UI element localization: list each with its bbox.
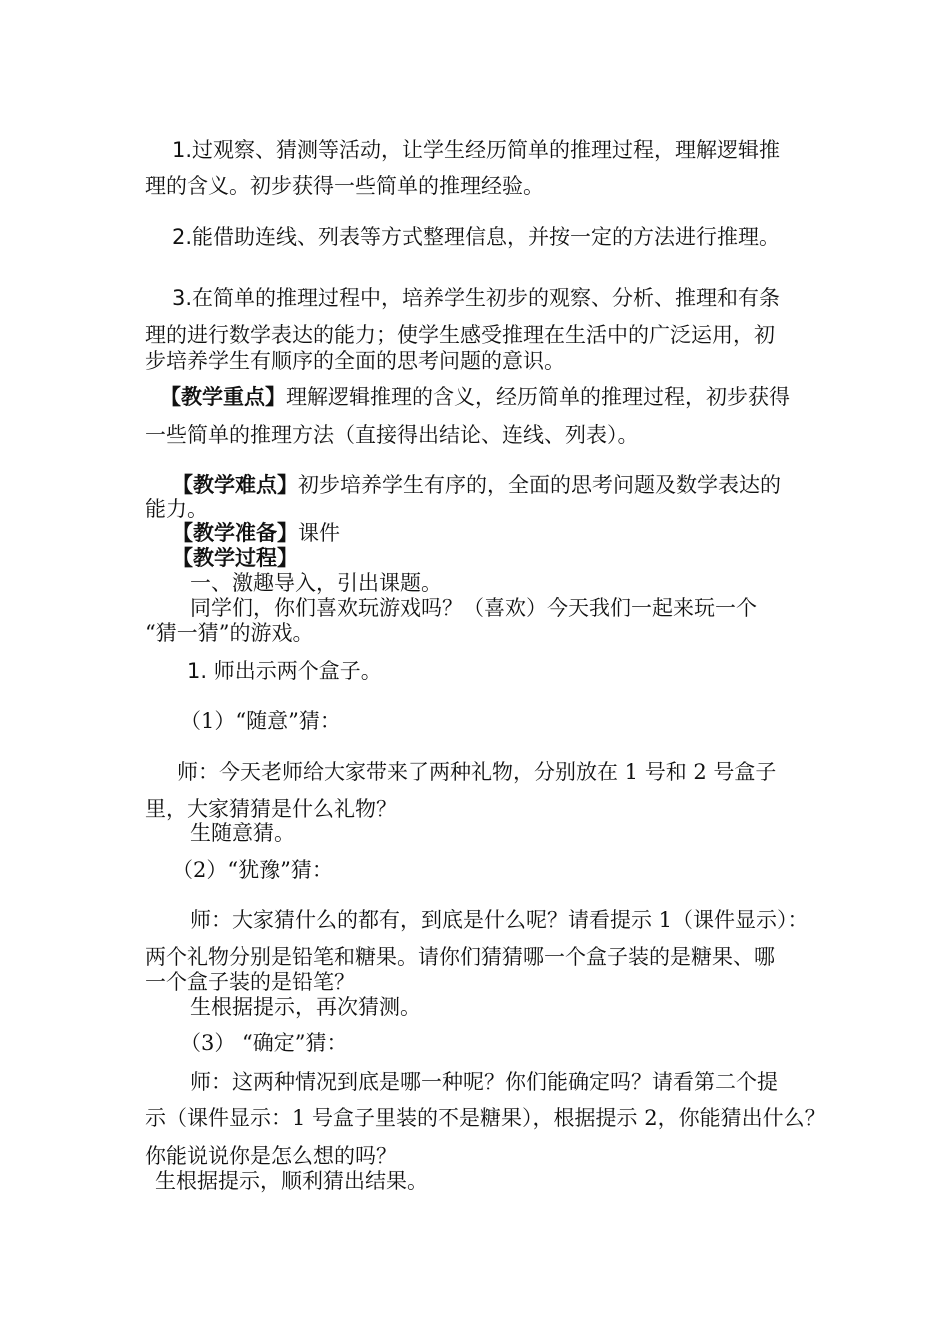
key-points-line-2: 一些简单的推理方法（直接得出结论、连线、列表）。 <box>145 423 639 447</box>
step-1: 1. 师出示两个盒子。 <box>187 659 382 683</box>
objective-3-line-3: 步培养学生有顺序的全面的思考问题的意识。 <box>145 349 565 373</box>
objective-1-line-2: 理的含义。初步获得一些简单的推理经验。 <box>145 174 544 198</box>
objective-2-number: 2. <box>172 225 193 249</box>
preparation-label: 【教学准备】 <box>172 520 298 545</box>
objective-2-line-1: 2.能借助连线、列表等方式整理信息，并按一定的方法进行推理。 <box>172 225 781 249</box>
intro-line-1: 同学们，你们喜欢玩游戏吗？（喜欢）今天我们一起来玩一个 <box>190 596 757 620</box>
objective-3-line-2: 理的进行数学表达的能力；使学生感受推理在生活中的广泛运用，初 <box>145 323 775 347</box>
sub-2-teacher-line-2: 两个礼物分别是铅笔和糖果。请你们猜猜哪一个盒子装的是糖果、哪 <box>145 945 775 969</box>
sub-2-title: （2）“犹豫”猜： <box>172 858 333 882</box>
sub-1-teacher-line-2: 里，大家猜猜是什么礼物？ <box>145 797 397 821</box>
sub-3-student: 生根据提示，顺利猜出结果。 <box>155 1169 428 1193</box>
preparation-line: 【教学准备】课件 <box>172 520 340 545</box>
objective-1-line-1: 1.过观察、猜测等活动，让学生经历简单的推理过程，理解逻辑推 <box>172 138 781 162</box>
sub-2-teacher-line-1: 师：大家猜什么的都有，到底是什么呢？请看提示 1（课件显示）： <box>190 908 809 932</box>
section-1-heading: 一、激趣导入，引出课题。 <box>190 571 442 595</box>
key-points-line-1: 【教学重点】理解逻辑推理的含义，经历简单的推理过程，初步获得 <box>160 384 790 409</box>
objective-1-number: 1. <box>172 138 193 162</box>
sub-3-teacher-line-3: 你能说说你是怎么想的吗？ <box>145 1144 397 1168</box>
sub-3-title: （3） “确定”猜： <box>180 1031 348 1055</box>
step-1-number: 1. <box>187 659 208 683</box>
key-points-label: 【教学重点】 <box>160 384 286 409</box>
sub-1-student: 生随意猜。 <box>190 821 295 845</box>
objective-3-line-1: 3.在简单的推理过程中，培养学生初步的观察、分析、推理和有条 <box>172 286 781 310</box>
difficulties-line-1: 【教学难点】初步培养学生有序的，全面的思考问题及数学表达的 <box>172 472 781 497</box>
sub-2-student: 生根据提示，再次猜测。 <box>190 995 421 1019</box>
process-label: 【教学过程】 <box>172 545 298 570</box>
sub-2-teacher-line-3: 一个盒子装的是铅笔？ <box>145 970 355 994</box>
difficulties-line-2: 能力。 <box>145 497 208 521</box>
sub-3-teacher-line-2: 示（课件显示：1 号盒子里装的不是糖果），根据提示 2，你能猜出什么？ <box>145 1106 826 1130</box>
intro-line-2: “猜一猜”的游戏。 <box>145 621 314 645</box>
sub-1-teacher-line-1: 师：今天老师给大家带来了两种礼物，分别放在 1 号和 2 号盒子 <box>177 760 777 784</box>
sub-3-teacher-line-1: 师：这两种情况到底是哪一种呢？你们能确定吗？请看第二个提 <box>190 1070 778 1094</box>
objective-3-number: 3. <box>172 286 193 310</box>
sub-1-title: （1）“随意”猜： <box>180 709 341 733</box>
difficulties-label: 【教学难点】 <box>172 472 298 497</box>
